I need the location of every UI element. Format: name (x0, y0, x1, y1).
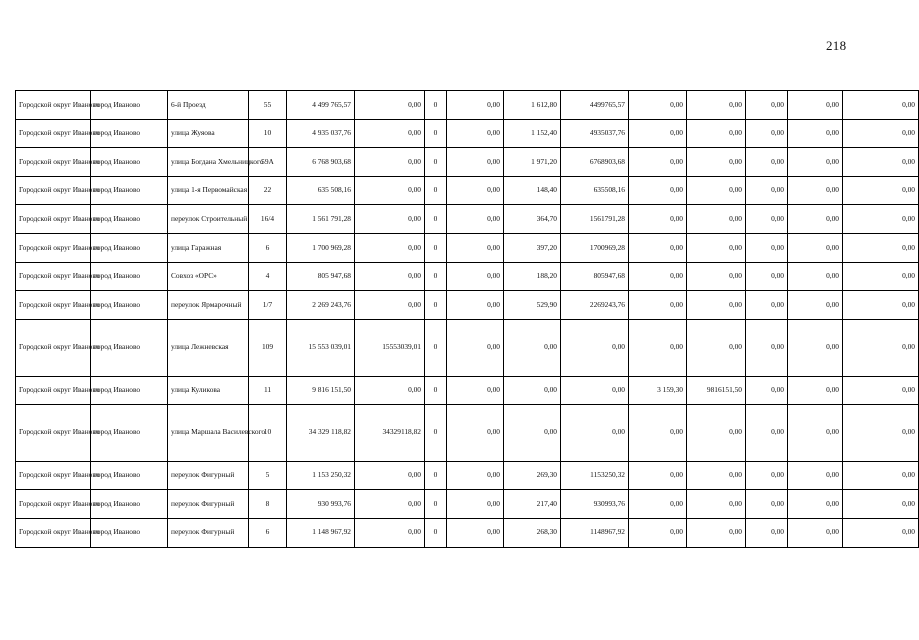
value-cell: 0,00 (355, 262, 425, 291)
value-cell: 0,00 (447, 461, 504, 490)
street-cell: улица 1-я Первомайская (168, 176, 249, 205)
area-cell: 0,00 (629, 262, 687, 291)
area-cell: 0,00 (504, 404, 561, 461)
value-cell: 0,00 (355, 119, 425, 148)
value-cell: 0,00 (843, 119, 919, 148)
municipality-cell: Городской округ Иваново (16, 404, 91, 461)
count-cell: 0 (425, 262, 447, 291)
table-row (16, 205, 919, 234)
value-cell: 0,00 (843, 233, 919, 262)
value-cell: 0,00 (687, 148, 746, 177)
count-cell: 0 (425, 119, 447, 148)
street-cell: Совхоз «ОРС» (168, 262, 249, 291)
value-cell: 0,00 (843, 291, 919, 320)
total-cost-cell: 1 153 250,32 (287, 461, 355, 490)
value-cell: 0,00 (447, 91, 504, 120)
settlement-cell: город Иваново (91, 376, 168, 404)
total-cost-cell: 4 935 037,76 (287, 119, 355, 148)
value-cell: 930993,76 (561, 490, 629, 519)
municipality-cell: Городской округ Иваново (16, 205, 91, 234)
total-cost-cell: 6 768 903,68 (287, 148, 355, 177)
table-row (16, 319, 919, 376)
value-cell: 0,00 (447, 119, 504, 148)
table-row (16, 233, 919, 262)
municipality-cell: Городской округ Иваново (16, 233, 91, 262)
house-cell: 6 (249, 518, 287, 547)
house-cell: 8 (249, 490, 287, 519)
area-cell: 397,20 (504, 233, 561, 262)
value-cell: 0,00 (687, 262, 746, 291)
value-cell: 0,00 (746, 376, 788, 404)
value-cell: 0,00 (746, 319, 788, 376)
municipality-cell: Городской округ Иваново (16, 262, 91, 291)
house-cell: 10 (249, 404, 287, 461)
street-cell: переулок Фигурный (168, 461, 249, 490)
street-cell: улица Куликова (168, 376, 249, 404)
house-cell: 5 (249, 461, 287, 490)
value-cell: 0,00 (687, 91, 746, 120)
value-cell: 6768903,68 (561, 148, 629, 177)
municipality-cell: Городской округ Иваново (16, 148, 91, 177)
settlement-cell: город Иваново (91, 176, 168, 205)
area-cell: 1 971,20 (504, 148, 561, 177)
value-cell: 0,00 (843, 376, 919, 404)
settlement-cell: город Иваново (91, 319, 168, 376)
area-cell: 0,00 (629, 176, 687, 205)
value-cell: 0,00 (355, 148, 425, 177)
value-cell: 1700969,28 (561, 233, 629, 262)
total-cost-cell: 635 508,16 (287, 176, 355, 205)
value-cell: 2269243,76 (561, 291, 629, 320)
street-cell: 6-й Проезд (168, 91, 249, 120)
value-cell: 0,00 (788, 148, 843, 177)
area-cell: 0,00 (629, 148, 687, 177)
street-cell: улица Богдана Хмельницкого (168, 148, 249, 177)
table-row (16, 291, 919, 320)
house-cell: 1/7 (249, 291, 287, 320)
value-cell: 0,00 (355, 490, 425, 519)
value-cell: 805947,68 (561, 262, 629, 291)
value-cell: 0,00 (687, 176, 746, 205)
street-cell: улица Жуяова (168, 119, 249, 148)
value-cell: 0,00 (447, 404, 504, 461)
value-cell: 0,00 (788, 176, 843, 205)
area-cell: 0,00 (629, 490, 687, 519)
value-cell: 0,00 (561, 319, 629, 376)
street-cell: переулок Строительный (168, 205, 249, 234)
registry-table (15, 90, 919, 548)
area-cell: 1 612,80 (504, 91, 561, 120)
value-cell: 0,00 (788, 262, 843, 291)
house-cell: 55 (249, 91, 287, 120)
value-cell: 0,00 (788, 461, 843, 490)
value-cell: 0,00 (355, 461, 425, 490)
total-cost-cell: 805 947,68 (287, 262, 355, 291)
value-cell: 0,00 (561, 376, 629, 404)
value-cell: 0,00 (788, 205, 843, 234)
street-cell: улица Маршала Василевского (168, 404, 249, 461)
count-cell: 0 (425, 233, 447, 262)
value-cell: 0,00 (447, 518, 504, 547)
value-cell: 0,00 (746, 518, 788, 547)
value-cell: 0,00 (788, 376, 843, 404)
value-cell: 1153250,32 (561, 461, 629, 490)
municipality-cell: Городской округ Иваново (16, 376, 91, 404)
value-cell: 0,00 (746, 461, 788, 490)
value-cell: 0,00 (843, 91, 919, 120)
area-cell: 0,00 (629, 404, 687, 461)
value-cell: 9816151,50 (687, 376, 746, 404)
count-cell: 0 (425, 490, 447, 519)
table-row (16, 461, 919, 490)
value-cell: 0,00 (687, 291, 746, 320)
value-cell: 0,00 (447, 205, 504, 234)
municipality-cell: Городской округ Иваново (16, 461, 91, 490)
settlement-cell: город Иваново (91, 91, 168, 120)
house-cell: 4 (249, 262, 287, 291)
value-cell: 1148967,92 (561, 518, 629, 547)
value-cell: 0,00 (447, 376, 504, 404)
area-cell: 0,00 (629, 233, 687, 262)
settlement-cell: город Иваново (91, 233, 168, 262)
area-cell: 0,00 (629, 119, 687, 148)
total-cost-cell: 15 553 039,01 (287, 319, 355, 376)
value-cell: 0,00 (788, 518, 843, 547)
value-cell: 0,00 (687, 518, 746, 547)
count-cell: 0 (425, 291, 447, 320)
value-cell: 0,00 (561, 404, 629, 461)
total-cost-cell: 34 329 118,82 (287, 404, 355, 461)
value-cell: 0,00 (355, 233, 425, 262)
count-cell: 0 (425, 376, 447, 404)
value-cell: 0,00 (355, 376, 425, 404)
value-cell: 0,00 (447, 319, 504, 376)
table-row (16, 518, 919, 547)
area-cell: 0,00 (629, 461, 687, 490)
municipality-cell: Городской округ Иваново (16, 91, 91, 120)
value-cell: 0,00 (687, 404, 746, 461)
value-cell: 0,00 (355, 205, 425, 234)
value-cell: 0,00 (687, 319, 746, 376)
value-cell: 0,00 (687, 119, 746, 148)
value-cell: 0,00 (687, 205, 746, 234)
area-cell: 529,90 (504, 291, 561, 320)
area-cell: 0,00 (629, 319, 687, 376)
total-cost-cell: 1 700 969,28 (287, 233, 355, 262)
settlement-cell: город Иваново (91, 490, 168, 519)
value-cell: 635508,16 (561, 176, 629, 205)
value-cell: 0,00 (687, 233, 746, 262)
value-cell: 0,00 (687, 461, 746, 490)
table-row (16, 91, 919, 120)
total-cost-cell: 930 993,76 (287, 490, 355, 519)
value-cell: 0,00 (746, 404, 788, 461)
street-cell: переулок Фигурный (168, 490, 249, 519)
municipality-cell: Городской округ Иваново (16, 490, 91, 519)
settlement-cell: город Иваново (91, 291, 168, 320)
area-cell: 217,40 (504, 490, 561, 519)
municipality-cell: Городской округ Иваново (16, 319, 91, 376)
house-cell: 59А (249, 148, 287, 177)
value-cell: 0,00 (447, 233, 504, 262)
area-cell: 0,00 (629, 518, 687, 547)
value-cell: 0,00 (687, 490, 746, 519)
area-cell: 269,30 (504, 461, 561, 490)
value-cell: 0,00 (843, 490, 919, 519)
count-cell: 0 (425, 205, 447, 234)
table-row (16, 490, 919, 519)
total-cost-cell: 9 816 151,50 (287, 376, 355, 404)
value-cell: 0,00 (788, 319, 843, 376)
value-cell: 0,00 (788, 490, 843, 519)
count-cell: 0 (425, 148, 447, 177)
value-cell: 0,00 (788, 233, 843, 262)
area-cell: 148,40 (504, 176, 561, 205)
area-cell: 364,70 (504, 205, 561, 234)
table-row (16, 376, 919, 404)
house-cell: 16/4 (249, 205, 287, 234)
value-cell: 0,00 (746, 148, 788, 177)
settlement-cell: город Иваново (91, 119, 168, 148)
settlement-cell: город Иваново (91, 205, 168, 234)
house-cell: 6 (249, 233, 287, 262)
value-cell: 0,00 (843, 176, 919, 205)
value-cell: 0,00 (355, 518, 425, 547)
value-cell: 4935037,76 (561, 119, 629, 148)
value-cell: 0,00 (843, 461, 919, 490)
area-cell: 0,00 (504, 319, 561, 376)
house-cell: 109 (249, 319, 287, 376)
value-cell: 0,00 (788, 91, 843, 120)
value-cell: 0,00 (355, 91, 425, 120)
area-cell: 268,30 (504, 518, 561, 547)
municipality-cell: Городской округ Иваново (16, 518, 91, 547)
table-row (16, 404, 919, 461)
total-cost-cell: 1 561 791,28 (287, 205, 355, 234)
municipality-cell: Городской округ Иваново (16, 291, 91, 320)
table-row (16, 262, 919, 291)
value-cell: 0,00 (746, 205, 788, 234)
count-cell: 0 (425, 404, 447, 461)
value-cell: 0,00 (746, 262, 788, 291)
value-cell: 0,00 (447, 148, 504, 177)
count-cell: 0 (425, 91, 447, 120)
house-cell: 11 (249, 376, 287, 404)
value-cell: 0,00 (447, 490, 504, 519)
value-cell: 4499765,57 (561, 91, 629, 120)
value-cell: 0,00 (843, 148, 919, 177)
value-cell: 15553039,01 (355, 319, 425, 376)
area-cell: 0,00 (504, 376, 561, 404)
value-cell: 0,00 (746, 119, 788, 148)
area-cell: 1 152,40 (504, 119, 561, 148)
value-cell: 0,00 (843, 404, 919, 461)
count-cell: 0 (425, 461, 447, 490)
municipality-cell: Городской округ Иваново (16, 176, 91, 205)
count-cell: 0 (425, 176, 447, 205)
table-row (16, 148, 919, 177)
value-cell: 0,00 (843, 518, 919, 547)
street-cell: переулок Ярмарочный (168, 291, 249, 320)
street-cell: улица Лежневская (168, 319, 249, 376)
value-cell: 0,00 (788, 404, 843, 461)
total-cost-cell: 1 148 967,92 (287, 518, 355, 547)
value-cell: 0,00 (746, 291, 788, 320)
street-cell: улица Гаражная (168, 233, 249, 262)
house-cell: 10 (249, 119, 287, 148)
value-cell: 0,00 (788, 119, 843, 148)
area-cell: 3 159,30 (629, 376, 687, 404)
total-cost-cell: 2 269 243,76 (287, 291, 355, 320)
value-cell: 0,00 (355, 291, 425, 320)
settlement-cell: город Иваново (91, 518, 168, 547)
value-cell: 0,00 (788, 291, 843, 320)
area-cell: 0,00 (629, 205, 687, 234)
settlement-cell: город Иваново (91, 404, 168, 461)
value-cell: 0,00 (746, 176, 788, 205)
page-number: 218 (826, 38, 847, 53)
table-row (16, 176, 919, 205)
area-cell: 0,00 (629, 91, 687, 120)
value-cell: 34329118,82 (355, 404, 425, 461)
street-cell: переулок Фигурный (168, 518, 249, 547)
settlement-cell: город Иваново (91, 148, 168, 177)
value-cell: 1561791,28 (561, 205, 629, 234)
area-cell: 0,00 (629, 291, 687, 320)
settlement-cell: город Иваново (91, 461, 168, 490)
house-cell: 22 (249, 176, 287, 205)
value-cell: 0,00 (746, 91, 788, 120)
value-cell: 0,00 (843, 319, 919, 376)
total-cost-cell: 4 499 765,57 (287, 91, 355, 120)
value-cell: 0,00 (843, 262, 919, 291)
area-cell: 188,20 (504, 262, 561, 291)
value-cell: 0,00 (447, 262, 504, 291)
value-cell: 0,00 (447, 176, 504, 205)
value-cell: 0,00 (843, 205, 919, 234)
value-cell: 0,00 (355, 176, 425, 205)
settlement-cell: город Иваново (91, 262, 168, 291)
count-cell: 0 (425, 319, 447, 376)
value-cell: 0,00 (447, 291, 504, 320)
value-cell: 0,00 (746, 490, 788, 519)
municipality-cell: Городской округ Иваново (16, 119, 91, 148)
value-cell: 0,00 (746, 233, 788, 262)
count-cell: 0 (425, 518, 447, 547)
table-row (16, 119, 919, 148)
